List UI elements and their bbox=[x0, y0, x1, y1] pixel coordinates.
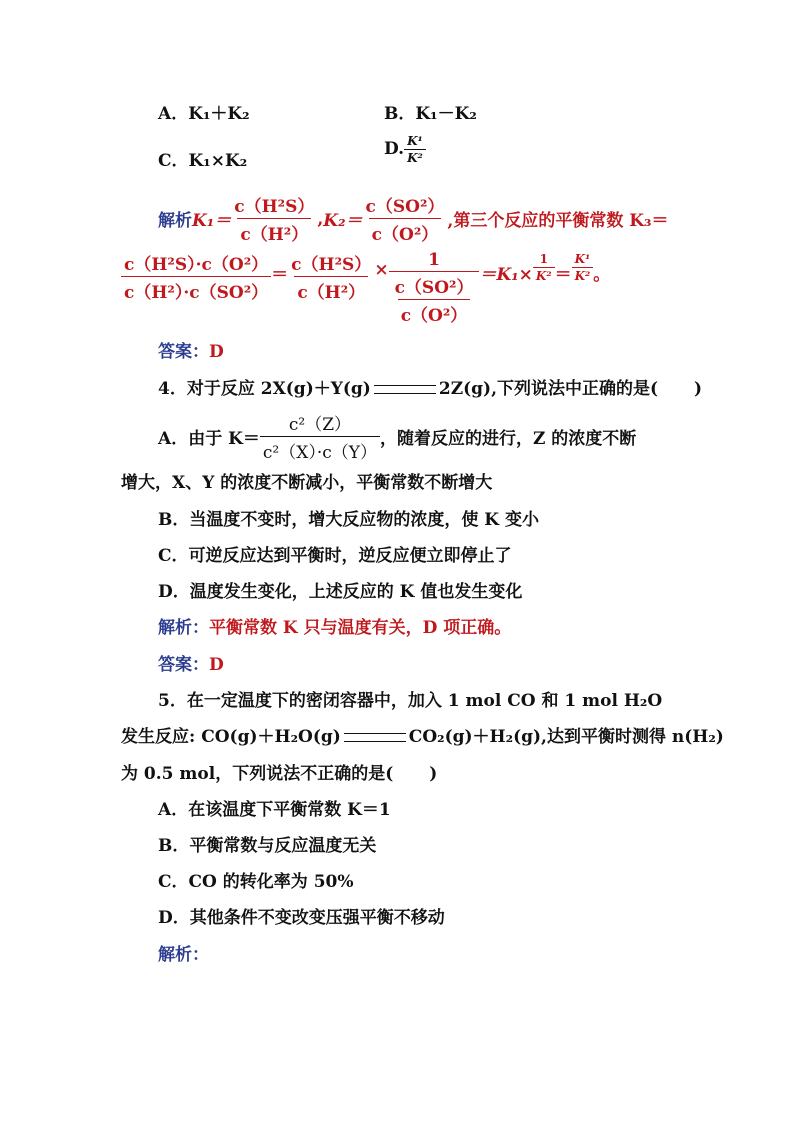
q3-option-c: C．K₁×K₂ bbox=[158, 151, 248, 171]
q3-fraction-2 bbox=[288, 250, 374, 303]
q5-stem-close: ) bbox=[429, 764, 438, 784]
q3-k2-label: K₂＝ bbox=[323, 211, 363, 231]
q4-option-a-rest: ，随着反应的进行，Z 的浓度不断 bbox=[379, 429, 637, 449]
q3-option-a: A．K₁＋K₂ bbox=[158, 104, 250, 124]
q5-stem-line3 bbox=[121, 763, 437, 785]
q3-equals-1: ＝ bbox=[271, 265, 289, 285]
q5-stem-line2 bbox=[121, 726, 724, 748]
q3-equals-3: ＝ bbox=[554, 265, 572, 285]
q4-stem bbox=[158, 378, 702, 400]
q3-analysis-line2 bbox=[121, 250, 610, 326]
q4-option-a-prefix: A．由于 K＝ bbox=[158, 429, 260, 449]
q4-option-d: D．温度发生变化，上述反应的 K 值也发生变化 bbox=[158, 582, 523, 602]
q4-option-a bbox=[158, 410, 636, 463]
q3-option-d bbox=[384, 134, 426, 165]
q3-fraction-2-den: c（H²） bbox=[294, 276, 368, 303]
q3-k1-label: K₁＝ bbox=[192, 211, 232, 231]
q4-answer bbox=[158, 654, 224, 676]
q3-fraction-3-inner bbox=[392, 273, 477, 326]
q3-fraction-2-num: c（H²S） bbox=[291, 255, 372, 275]
q3-option-d-prefix: D. bbox=[384, 139, 405, 159]
q4-option-a-fraction bbox=[260, 410, 380, 463]
q3-fraction-3-inner-num: c（SO²） bbox=[394, 278, 474, 298]
q5-analysis-label: 解析： bbox=[158, 945, 209, 965]
q4-answer-value: D bbox=[209, 655, 224, 675]
equilibrium-arrow-icon bbox=[344, 733, 406, 742]
q3-fraction-1-den: c（H²）·c（SO²） bbox=[121, 276, 271, 303]
q3-k1-num: c（H²S） bbox=[234, 197, 315, 217]
q3-fraction-1-num: c（H²S）·c（O²） bbox=[124, 255, 269, 275]
q4-option-c: C．可逆反应达到平衡时，逆反应便立即停止了 bbox=[158, 546, 512, 566]
q4-option-b: B．当温度不变时，增大反应物的浓度，使 K 变小 bbox=[158, 510, 539, 530]
q3-k2-fraction bbox=[363, 192, 448, 245]
q3-option-d-fraction bbox=[404, 134, 426, 165]
q3-analysis-label: 解析 bbox=[158, 211, 192, 231]
q5-option-b: B．平衡常数与反应温度无关 bbox=[158, 836, 377, 856]
q4-analysis-label: 解析： bbox=[158, 618, 209, 638]
q3-period: 。 bbox=[593, 265, 611, 285]
q3-equals-2: ＝K₁× bbox=[479, 265, 533, 285]
q3-fraction-5-num: K¹ bbox=[574, 252, 591, 266]
q3-fraction-5-den: K² bbox=[572, 267, 594, 283]
q3-fraction-3-inner-den: c（O²） bbox=[398, 299, 471, 326]
q5-stem-line2-b: CO₂(g)＋H₂(g),达到平衡时测得 n(H₂) bbox=[408, 727, 724, 747]
q3-k2-num: c（SO²） bbox=[365, 197, 445, 217]
q3-times: × bbox=[374, 260, 389, 280]
q4-option-a-den: c²（X）·c（Y） bbox=[260, 436, 380, 463]
equilibrium-arrow-icon bbox=[374, 385, 436, 394]
q4-answer-label: 答案： bbox=[158, 655, 209, 675]
q3-fraction-3-num: 1 bbox=[428, 250, 440, 270]
q3-fraction-4 bbox=[533, 252, 555, 283]
q3-fraction-1 bbox=[121, 250, 271, 303]
q3-k2-sep: , bbox=[317, 208, 324, 229]
q3-answer-label: 答案： bbox=[158, 342, 209, 362]
q3-fraction-5 bbox=[572, 252, 594, 283]
q5-option-a: A．在该温度下平衡常数 K＝1 bbox=[158, 800, 391, 820]
q5-stem-line2-a: 发生反应: CO(g)＋H₂O(g) bbox=[121, 727, 341, 747]
q5-stem-line1: 5．在一定温度下的密闭容器中，加入 1 mol CO 和 1 mol H₂O bbox=[158, 691, 663, 711]
q5-stem-line3-text: 为 0.5 mol，下列说法不正确的是( bbox=[121, 764, 394, 784]
q3-k3-text: ,第三个反应的平衡常数 K₃＝ bbox=[447, 211, 669, 231]
q3-fraction-3-den bbox=[389, 271, 480, 326]
q3-k1-fraction bbox=[231, 192, 317, 245]
q3-k1-den: c（H²） bbox=[237, 218, 311, 245]
q3-fraction-4-den: K² bbox=[533, 267, 555, 283]
q3-k2-den: c（O²） bbox=[369, 218, 442, 245]
q4-option-a-continued: 增大，X、Y 的浓度不断减小，平衡常数不断增大 bbox=[121, 473, 493, 493]
q4-analysis bbox=[158, 617, 511, 639]
q4-analysis-text: 平衡常数 K 只与温度有关，D 项正确。 bbox=[209, 618, 512, 638]
q3-answer-value: D bbox=[209, 342, 224, 362]
q3-option-d-num: K¹ bbox=[407, 134, 423, 148]
q3-fraction-3 bbox=[389, 250, 480, 326]
q3-answer bbox=[158, 341, 224, 363]
q4-stem-start: 4．对于反应 2X(g)＋Y(g) bbox=[158, 379, 371, 399]
q4-stem-close: ) bbox=[694, 379, 703, 399]
q4-option-a-num: c²（Z） bbox=[288, 415, 352, 435]
q5-option-c: C．CO 的转化率为 50% bbox=[158, 872, 354, 892]
q3-option-d-den: K² bbox=[404, 149, 426, 165]
q3-option-b: B．K₁－K₂ bbox=[384, 104, 477, 124]
q4-stem-end: 2Z(g),下列说法中正确的是( bbox=[438, 379, 659, 399]
q3-analysis-line1 bbox=[158, 192, 668, 245]
q3-fraction-4-num: 1 bbox=[539, 252, 548, 266]
q5-option-d: D．其他条件不变改变压强平衡不移动 bbox=[158, 908, 445, 928]
